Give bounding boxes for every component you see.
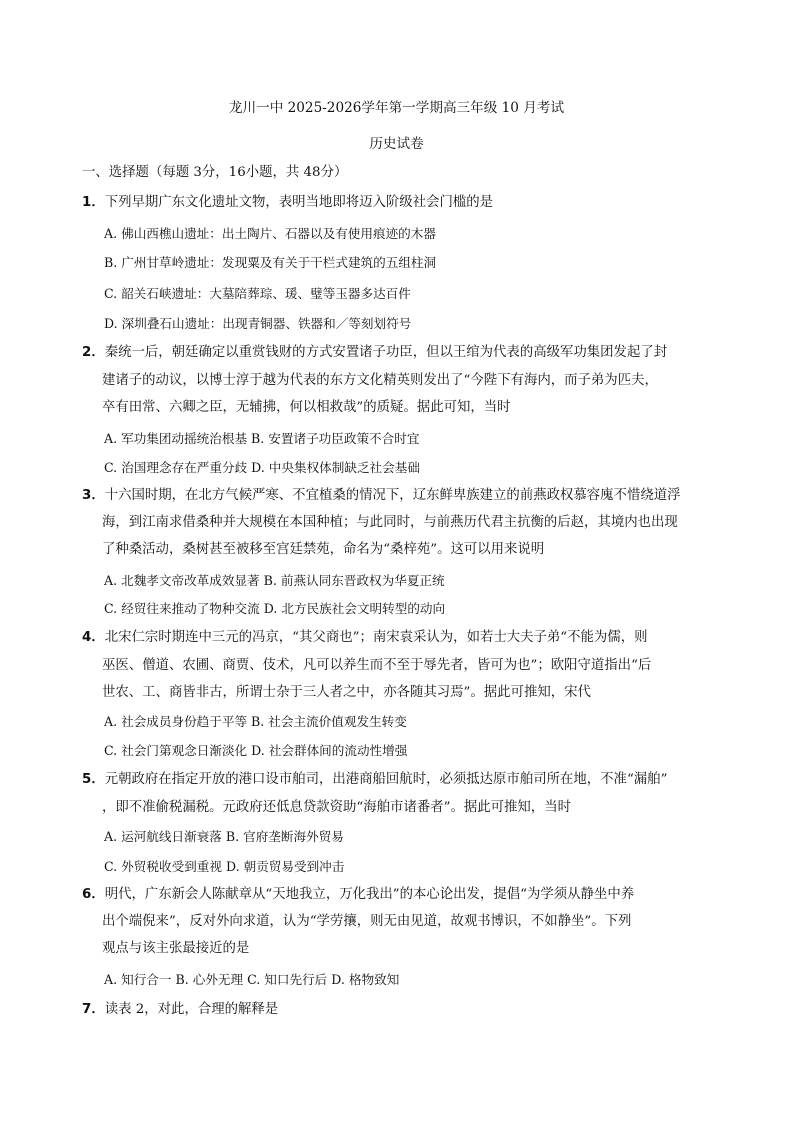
question-text: 下列早期广东文化遗址文物，表明当地即将迈入阶级社会门槛的是 — [104, 195, 494, 210]
exam-subtitle: 历史试卷 — [369, 136, 424, 152]
section-heading: 一、选择题（每题 3分，16小题，共 48分） — [82, 165, 348, 180]
question-5-options-cd: C. 外贸税收受到重视 D. 朝贡贸易受到冲击 — [104, 859, 345, 874]
question-7 — [82, 998, 278, 1017]
question-text: 明代，广东新会人陈献章从“天地我立，万化我出”的本心论出发，提倡“为学须从静坐中养 — [104, 887, 635, 902]
question-3 — [82, 484, 681, 503]
question-number: 2． — [82, 345, 105, 360]
question-text: 秦统一后，朝廷确定以重赏钱财的方式安置诸子功臣，但以王绾为代表的高级军功集团发起了封 — [104, 345, 668, 360]
question-3-options-ab: A. 北魏孝文帝改革成效显著 B. 前燕认同东晋政权为华夏正统 — [104, 573, 445, 588]
question-2-line-2: 建诸子的动议，以博士淳于越为代表的东方文化精英则发出了“今陛下有海内，而子弟为匹夫， — [102, 373, 658, 388]
question-4-options-cd: C. 社会门第观念日渐淡化 D. 社会群体间的流动性增强 — [104, 743, 408, 758]
question-number: 5． — [82, 772, 105, 787]
question-4 — [82, 626, 648, 645]
exam-title: 龙川一中 2025-2026学年第一学期高三年级 10 月考试 — [228, 100, 565, 116]
question-5-options-ab: A. 运河航线日渐衰落 B. 官府垄断海外贸易 — [104, 829, 344, 844]
question-1-option-c: C. 韶关石峡遗址：大墓陪葬琮、瑗、璧等玉器多达百件 — [104, 286, 411, 301]
question-text: 北宋仁宗时期连中三元的冯京，“其父商也”；南宋袁采认为，如若士大夫子弟“不能为儒，则 — [104, 630, 648, 645]
question-6-line-3: 观点与该主张最接近的是 — [102, 941, 250, 956]
question-2-options-cd: C. 治国理念存在严重分歧 D. 中央集权体制缺乏社会基础 — [104, 460, 420, 475]
question-3-line-3: 了种桑活动，桑树甚至被移至宫廷禁苑，命名为“桑梓苑”。这可以用来说明 — [102, 542, 545, 557]
question-6 — [82, 883, 634, 902]
question-number: 6． — [82, 887, 105, 902]
question-6-options: A. 知行合一 B. 心外无理 C. 知口先行后 D. 格物致知 — [104, 972, 400, 987]
question-4-line-2: 巫医、僧道、农圃、商贾、伎术，凡可以养生而不至于辱先者，皆可为也”；欧阳守道指出“后 — [102, 658, 652, 673]
question-1-option-a: A. 佛山西樵山遗址：出土陶片、石器以及有使用痕迹的木器 — [104, 226, 436, 241]
question-1-option-d: D. 深圳叠石山遗址：出现青铜器、铁器和／等刻划符号 — [104, 316, 412, 331]
question-6-line-2: 出个端倪来”，反对外向求道，认为“学劳攘，则无由见道，故观书博识，不如静坐”。下列 — [102, 914, 632, 929]
question-text: 元朝政府在指定开放的港口设市舶司，出港商船回航时，必须抵达原市舶司所在地，不准“漏舶” — [104, 772, 668, 787]
question-3-line-2: 海，到江南求借桑种并大规模在本国种植；与此同时，与前燕历代君主抗衡的后赵，其境内也出现 — [102, 515, 678, 530]
question-4-line-3: 世农、工、商皆非古，所谓士杂于三人者之中，亦各随其习焉”。据此可推知，宋代 — [102, 685, 591, 700]
question-2 — [82, 341, 667, 360]
question-2-line-3: 卒有田常、六卿之臣，无辅拂，何以相救哉”的质疑。据此可知，当时 — [102, 400, 511, 415]
question-number: 4． — [82, 630, 105, 645]
question-number: 3． — [82, 488, 105, 503]
question-1 — [82, 191, 493, 210]
question-5-line-2: ，即不准偷税漏税。元政府还低息贷款资助“海舶市诸番者”。据此可推知，当时 — [102, 800, 571, 815]
question-5 — [82, 768, 667, 787]
question-1-option-b: B. 广州甘草岭遗址：发现粟及有关于干栏式建筑的五组柱洞 — [104, 255, 437, 270]
question-text: 十六国时期，在北方气候严寒、不宜植桑的情况下，辽东鲜卑族建立的前燕政权慕容廆不惜绕道浮 — [104, 488, 681, 503]
question-text: 读表 2，对此，合理的解释是 — [104, 1002, 279, 1017]
question-2-options-ab: A. 军功集团动摇统治根基 B. 安置诸子功臣政策不合时宜 — [104, 431, 420, 446]
question-4-options-ab: A. 社会成员身份趋于平等 B. 社会主流价值观发生转变 — [104, 714, 407, 729]
question-number: 1． — [82, 195, 105, 210]
question-3-options-cd: C. 经贸往来推动了物种交流 D. 北方民族社会文明转型的动向 — [104, 601, 446, 616]
question-number: 7． — [82, 1002, 105, 1017]
